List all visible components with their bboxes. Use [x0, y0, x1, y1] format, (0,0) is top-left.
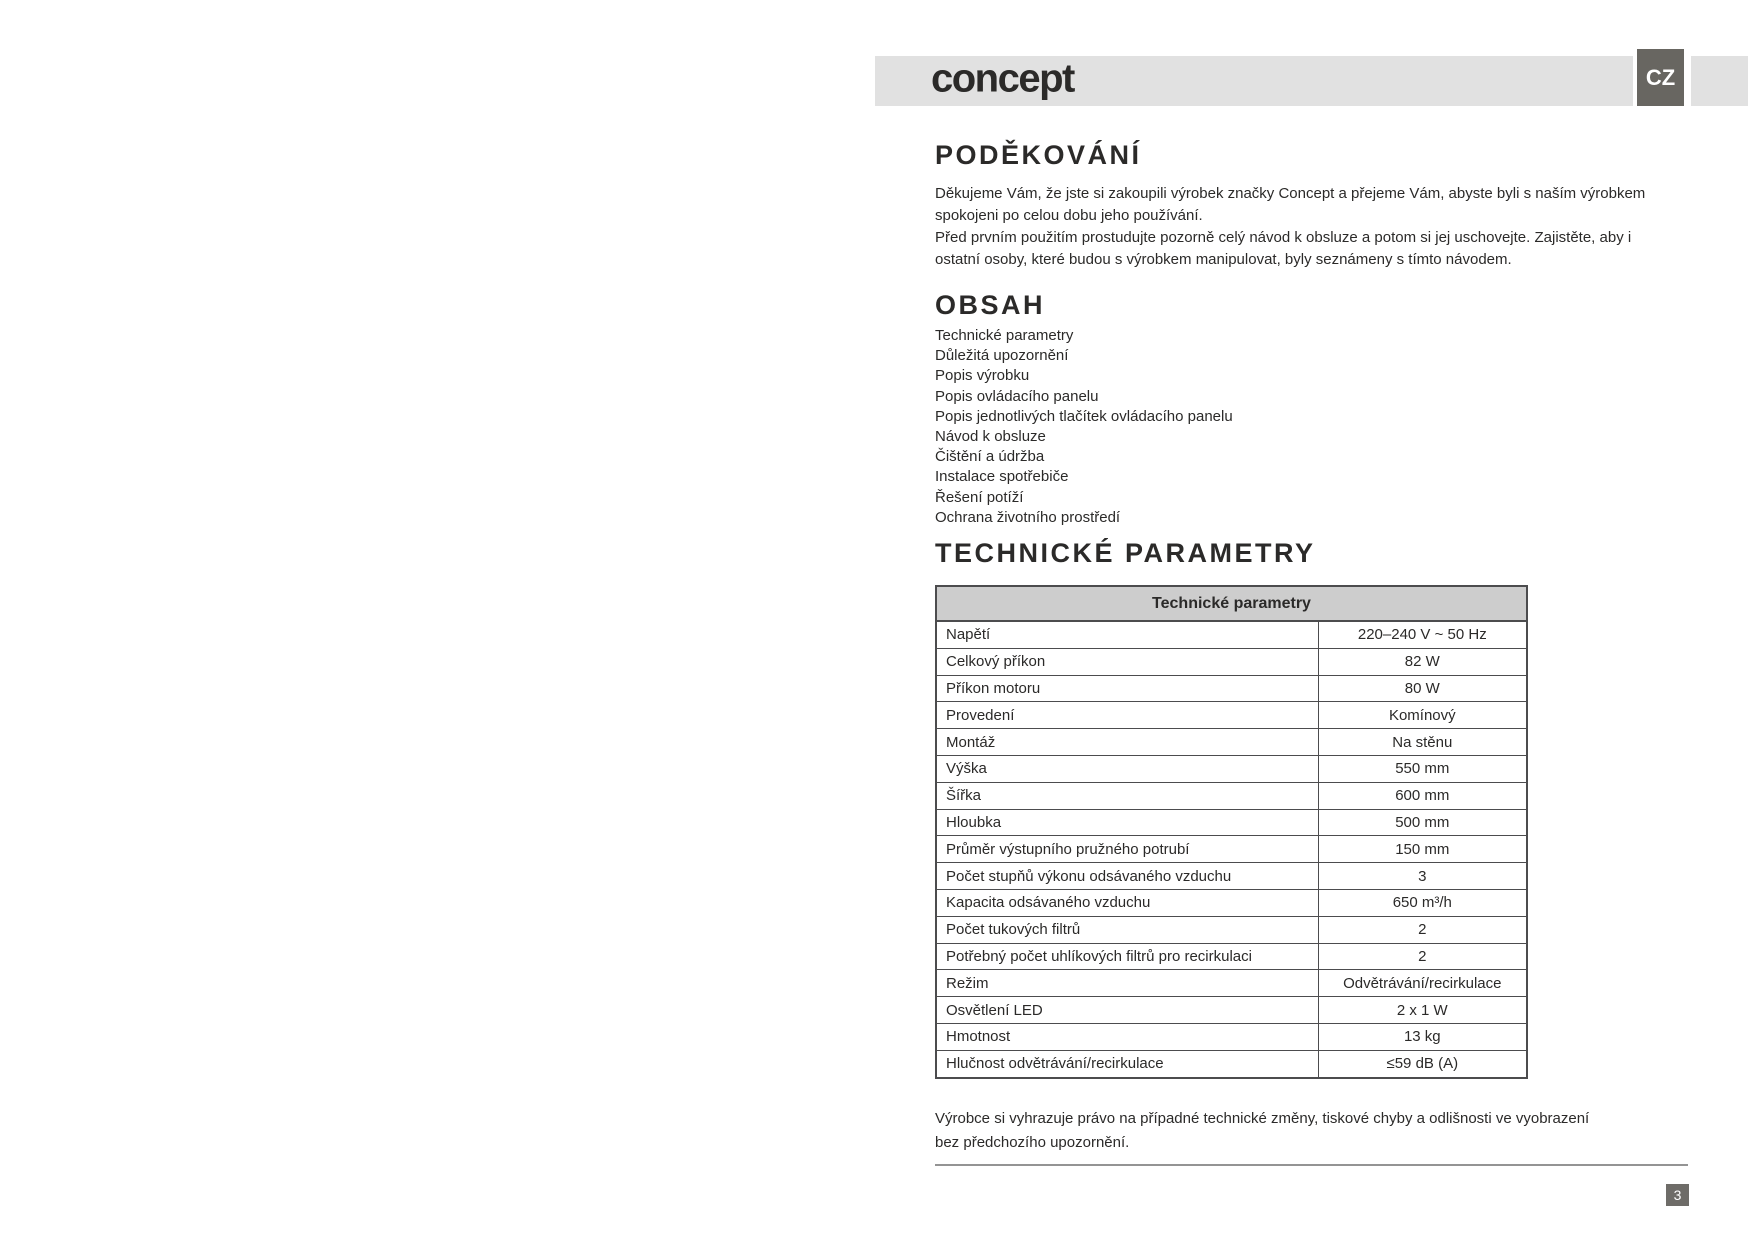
row-label: Hlučnost odvětrávání/recirkulace [936, 1050, 1318, 1077]
row-label: Provedení [936, 702, 1318, 729]
brand-logo: concept [931, 56, 1074, 101]
row-label: Hloubka [936, 809, 1318, 836]
table-row [936, 621, 1527, 648]
table-row [936, 1050, 1527, 1077]
table-row [936, 675, 1527, 702]
language-badge: CZ [1637, 49, 1684, 106]
row-label: Hmotnost [936, 1023, 1318, 1050]
table-row [936, 997, 1527, 1024]
row-label: Počet stupňů výkonu odsávaného vzduchu [936, 863, 1318, 890]
table-row [936, 729, 1527, 756]
row-value: 550 mm [1318, 755, 1527, 782]
section-title-toc: OBSAH [935, 290, 1046, 320]
table-row [936, 702, 1527, 729]
table-row [936, 782, 1527, 809]
row-value: 2 [1318, 943, 1527, 970]
row-value: Komínový [1318, 702, 1527, 729]
toc-item: Popis jednotlivých tlačítek ovládacího panelu [935, 407, 1233, 425]
tech-parameters-table [935, 585, 1528, 1079]
toc-item: Důležitá upozornění [935, 347, 1069, 365]
row-value: 80 W [1318, 675, 1527, 702]
thanks-paragraph-line: Před prvním použitím prostudujte pozorně celý návod k obsluze a potom si jej uschovejte. Zajistěte, aby i [935, 229, 1632, 246]
toc-item: Popis ovládacího panelu [935, 387, 1099, 405]
table-row [936, 916, 1527, 943]
table-row [936, 889, 1527, 916]
row-value: Na stěnu [1318, 729, 1527, 756]
toc-item: Technické parametry [935, 327, 1074, 344]
section-title-tech: TECHNICKÉ PARAMETRY [935, 538, 1316, 568]
toc-item: Návod k obsluze [935, 428, 1046, 446]
page-number-badge: 3 [1666, 1184, 1689, 1206]
row-label: Výška [936, 755, 1318, 782]
table-row [936, 1023, 1527, 1050]
row-value: 13 kg [1318, 1023, 1527, 1050]
table-header-row [936, 586, 1527, 621]
thanks-paragraph-line: ostatní osoby, které budou s výrobkem manipulovat, byly seznámeny s tímto návodem. [935, 251, 1512, 268]
toc-item: Instalace spotřebiče [935, 468, 1069, 486]
row-value: 150 mm [1318, 836, 1527, 863]
table-row [936, 648, 1527, 675]
footer-rule [935, 1164, 1688, 1166]
row-value: ≤59 dB (A) [1318, 1050, 1527, 1077]
row-value: 82 W [1318, 648, 1527, 675]
table-row [936, 836, 1527, 863]
table-row [936, 863, 1527, 890]
row-value: 3 [1318, 863, 1527, 890]
thanks-paragraph-line: Děkujeme Vám, že jste si zakoupili výrobek značky Concept a přejeme Vám, abyste byli s naším výrobkem [935, 185, 1646, 202]
row-value: 2 [1318, 916, 1527, 943]
row-label: Příkon motoru [936, 675, 1318, 702]
row-label: Celkový příkon [936, 648, 1318, 675]
header-strip [1691, 56, 1748, 106]
row-label: Počet tukových filtrů [936, 916, 1318, 943]
row-label: Kapacita odsávaného vzduchu [936, 889, 1318, 916]
table-row [936, 809, 1527, 836]
row-value: 500 mm [1318, 809, 1527, 836]
table-row [936, 943, 1527, 970]
manufacturer-note [935, 1107, 1589, 1155]
toc-item: Řešení potíží [935, 488, 1024, 506]
header-bar [875, 56, 1633, 106]
table-row [936, 970, 1527, 997]
row-value: 2 x 1 W [1318, 997, 1527, 1024]
row-value: 220–240 V ~ 50 Hz [1318, 621, 1527, 648]
table-header-cell: Technické parametry [936, 586, 1527, 621]
table-row [936, 755, 1527, 782]
row-label: Potřebný počet uhlíkových filtrů pro recirkulaci [936, 943, 1318, 970]
toc-item: Ochrana životního prostředí [935, 508, 1121, 526]
row-label: Režim [936, 970, 1318, 997]
table-body [936, 621, 1527, 1078]
row-label: Napětí [936, 621, 1318, 648]
row-value: Odvětrávání/recirkulace [1318, 970, 1527, 997]
row-value: 600 mm [1318, 782, 1527, 809]
toc-item: Čištění a údržba [935, 448, 1045, 466]
row-label: Osvětlení LED [936, 997, 1318, 1024]
toc-item: Popis výrobku [935, 367, 1030, 385]
toc-list [935, 326, 1233, 528]
row-value: 650 m³/h [1318, 889, 1527, 916]
manufacturer-note-line: bez předchozího upozornění. [935, 1134, 1130, 1151]
section-title-thanks: PODĚKOVÁNÍ [935, 140, 1142, 170]
thanks-paragraph-line: spokojeni po celou dobu jeho používání. [935, 207, 1203, 224]
row-label: Montáž [936, 729, 1318, 756]
manufacturer-note-line: Výrobce si vyhrazuje právo na případné technické změny, tiskové chyby a odlišnosti ve vyobrazení [935, 1110, 1590, 1127]
row-label: Šířka [936, 782, 1318, 809]
thanks-paragraph [935, 183, 1645, 271]
row-label: Průměr výstupního pružného potrubí [936, 836, 1318, 863]
